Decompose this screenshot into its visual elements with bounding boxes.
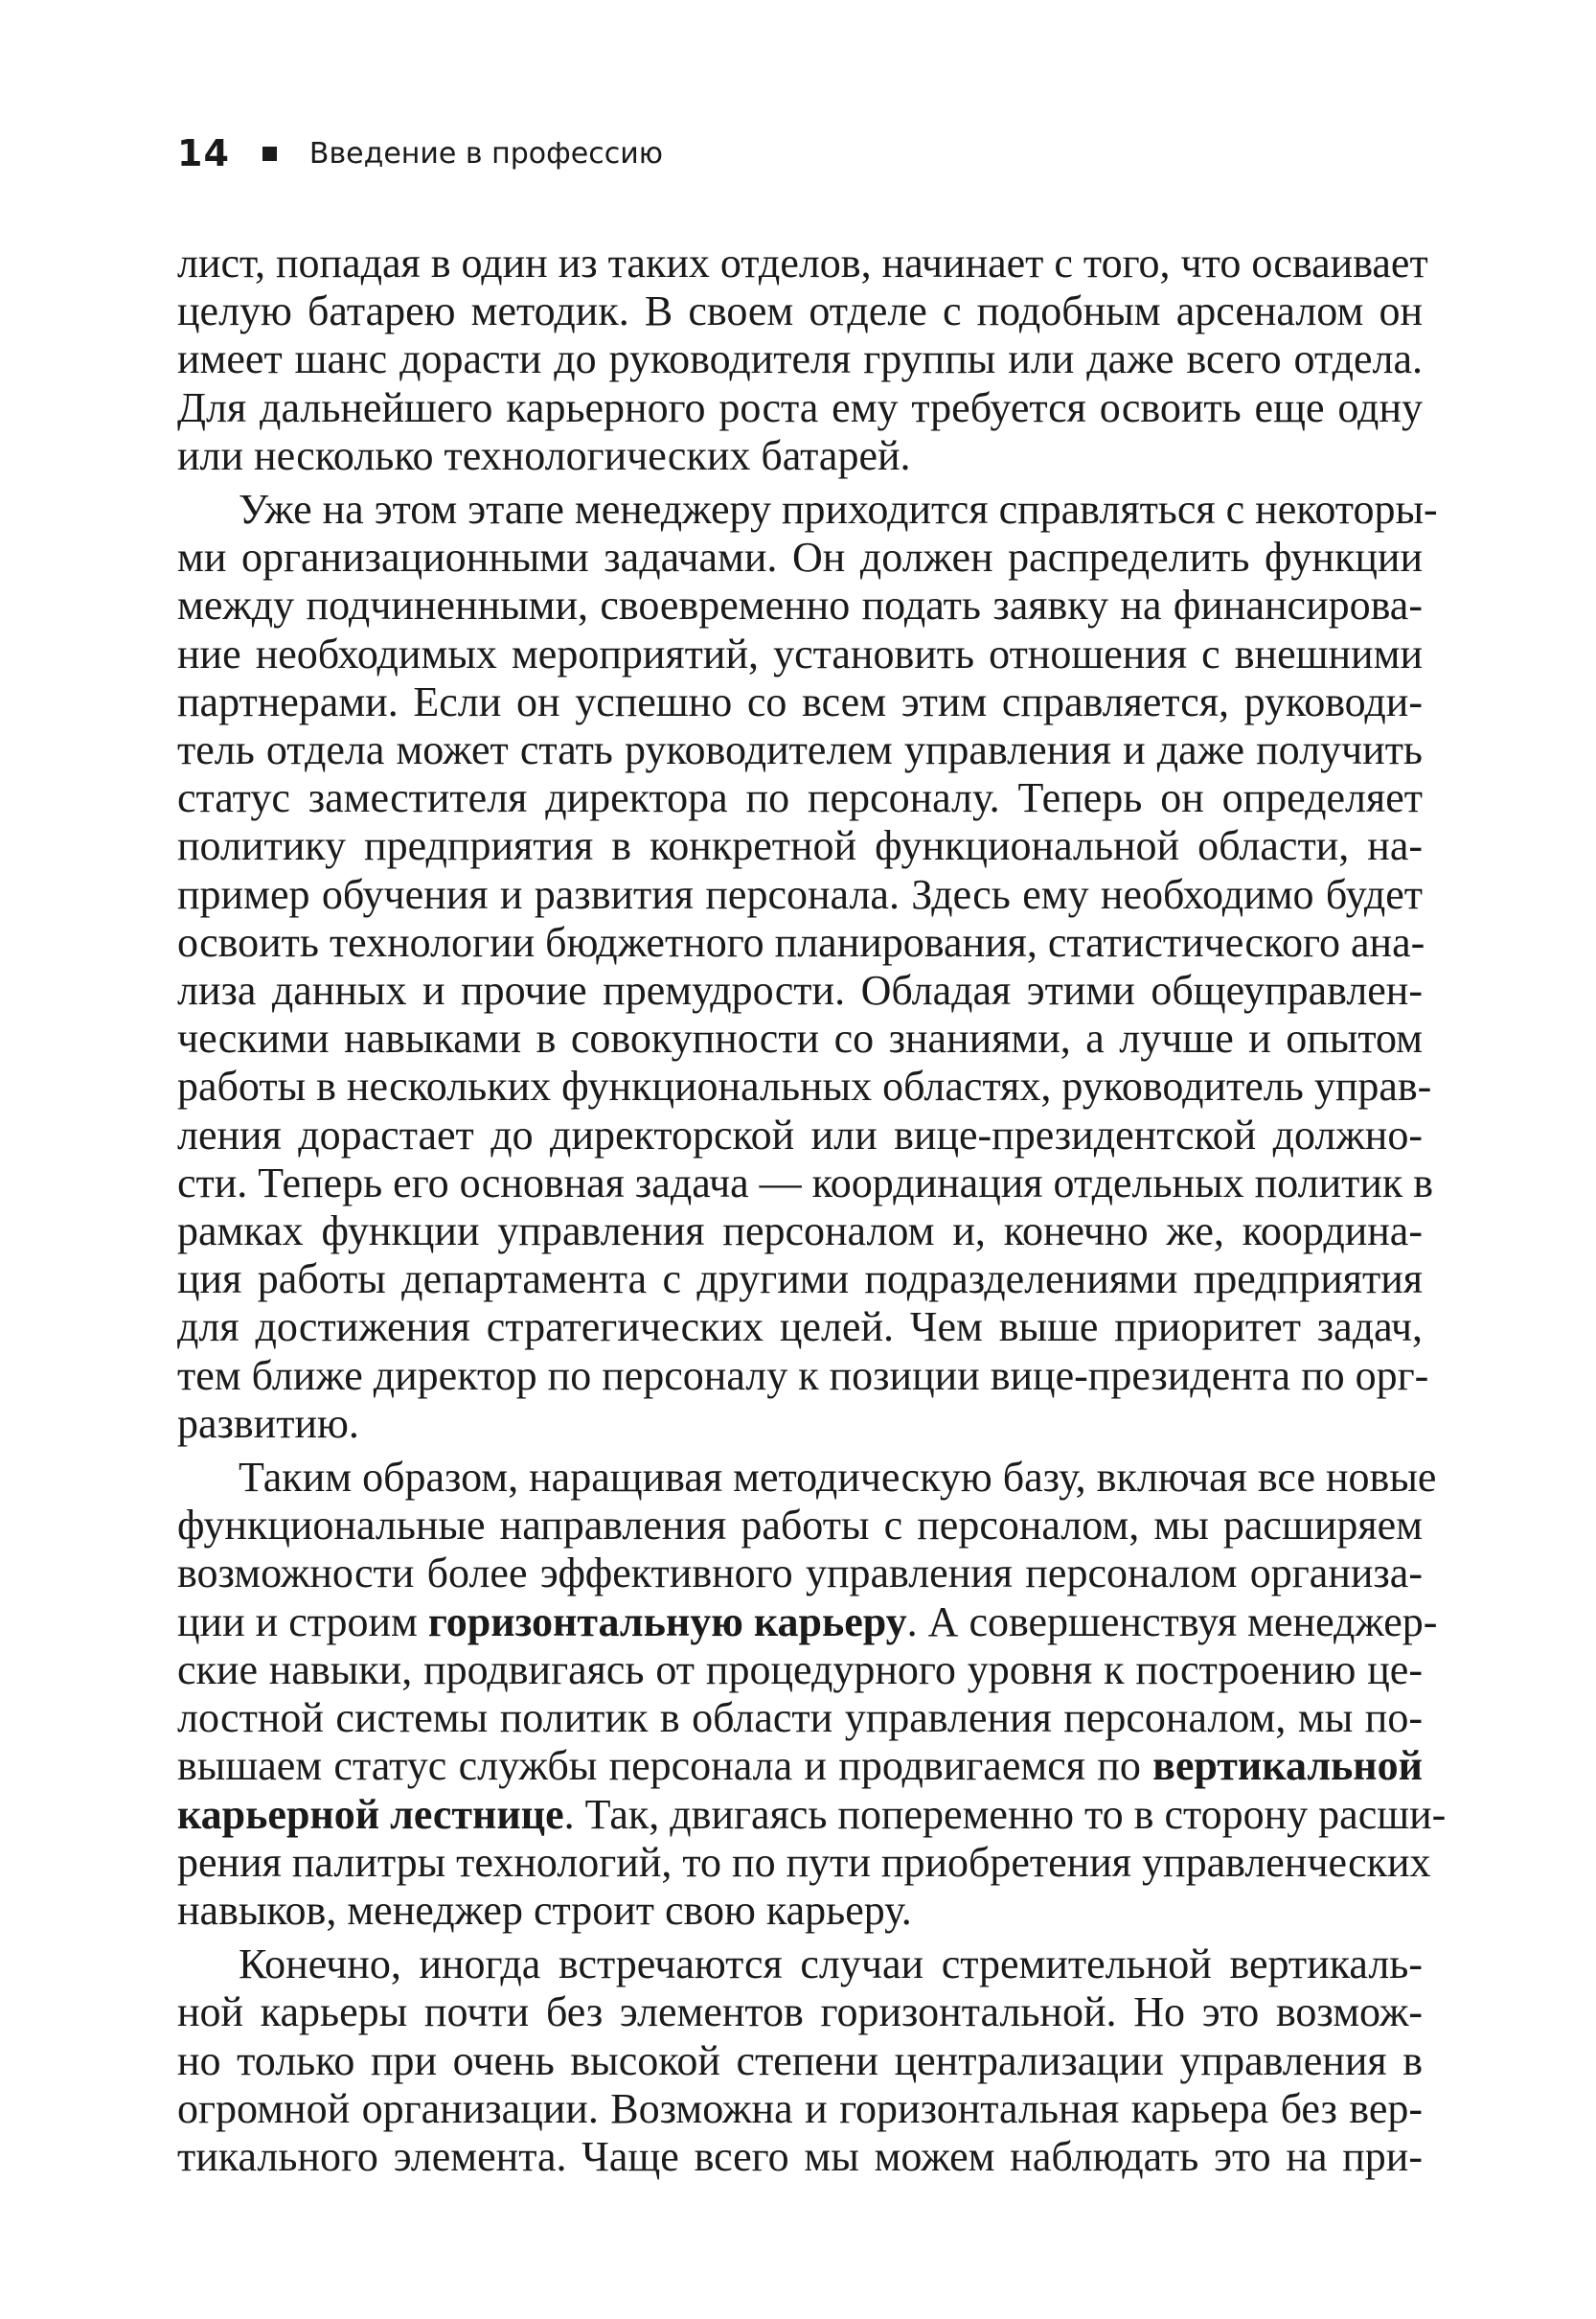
text-line: ной карьеры почти без элементов горизонтальной. Но это возмож- [177, 1988, 1423, 2036]
text-line: имеет шанс дорасти до руководителя группы или даже всего отдела. [177, 335, 1423, 383]
term-career-ladder: карьерной лестнице [177, 1790, 564, 1838]
paragraph-3 [177, 1454, 1447, 1935]
square-bullet-icon [262, 147, 277, 161]
text-line: навыков, менеджер строит свою карьеру. [177, 1886, 912, 1934]
text-line: ция работы департамента с другими подразделениями предприятия [177, 1255, 1423, 1303]
text-line: для достижения стратегических целей. Чем выше приоритет задач, [177, 1303, 1423, 1351]
text-line: функциональные направления работы с персоналом, мы расширяем [177, 1502, 1423, 1550]
text-line: Таким образом, наращивая методическую базу, включая все новые [239, 1454, 1437, 1502]
text-line: тем ближе директор по персоналу к позиции вице-президента по орг- [177, 1351, 1429, 1399]
text-line: ления дорастает до директорской или вице-президентской должно- [177, 1111, 1423, 1159]
text-line: лиза данных и прочие премудрости. Обладая этими общеуправлен- [177, 967, 1423, 1015]
text-line: партнерами. Если он успешно со всем этим справляется, руководи- [177, 677, 1423, 725]
text-line: развитию. [177, 1399, 359, 1447]
text-line: но только при очень высокой степени централизации управления в [177, 2036, 1423, 2084]
paragraph-4 [177, 1940, 1423, 2181]
text-line: или несколько технологических батарей. [177, 431, 911, 479]
text-line: тикального элемента. Чаще всего мы можем наблюдать это на при- [177, 2132, 1423, 2180]
text-line: огромной организации. Возможна и горизонтальная карьера без вер- [177, 2084, 1423, 2132]
text-line: пример обучения и развития персонала. Здесь ему необходимо будет [177, 870, 1423, 918]
term-vertical: вертикальной [1152, 1742, 1423, 1790]
section-title: Введение в профессию [308, 136, 663, 171]
text-line: статус заместителя директора по персоналу. Теперь он определяет [177, 774, 1423, 822]
text-line: лостной системы политик в области управления персоналом, мы по- [177, 1694, 1423, 1742]
text-line: работы в нескольких функциональных областях, руководитель управ- [177, 1063, 1432, 1111]
paragraph-1 [177, 240, 1428, 480]
paragraph-2 [177, 486, 1438, 1448]
page-number: 14 [177, 132, 230, 174]
text-fragment: . Так, двигаясь попеременно то в сторону расши- [563, 1790, 1447, 1838]
text-line [177, 1742, 1423, 1790]
body-text [177, 240, 1447, 2181]
text-line [177, 1790, 1447, 1839]
text-line: лист, попадая в один из таких отделов, начинает с того, что осваивает [177, 240, 1428, 287]
text-line: освоить технологии бюджетного планирования, статистического ана- [177, 918, 1425, 966]
running-head [177, 125, 663, 182]
term-horizontal-career: горизонтальную карьеру [427, 1597, 907, 1645]
text-line: рамках функции управления персоналом и, конечно же, координа- [177, 1207, 1423, 1255]
text-line: сти. Теперь его основная задача — координация отдельных политик в [177, 1159, 1434, 1206]
text-line: целую батарею методик. В своем отделе с подобным арсеналом он [177, 287, 1423, 335]
text-line: Конечно, иногда встречаются случаи стремительной вертикаль- [239, 1940, 1423, 1988]
text-line: тель отдела может стать руководителем управления и даже получить [177, 726, 1423, 774]
text-fragment: вышаем статус службы персонала и продвигаемся по [177, 1742, 1153, 1790]
text-line: между подчиненными, своевременно подать заявку на финансирова- [177, 582, 1423, 630]
text-fragment: ции и строим [177, 1597, 428, 1645]
text-fragment: . А совершенствуя менеджер- [906, 1597, 1438, 1645]
text-line: ние необходимых мероприятий, установить отношения с внешними [177, 630, 1423, 677]
text-line: Для дальнейшего карьерного роста ему требуется освоить еще одну [177, 383, 1423, 431]
text-line: политику предприятия в конкретной функциональной области, на- [177, 822, 1423, 870]
text-line: Уже на этом этапе менеджеру приходится справляться с некоторы- [239, 486, 1438, 534]
text-line: возможности более эффективного управления персоналом организа- [177, 1550, 1423, 1597]
text-line [177, 1597, 1438, 1646]
text-line: ские навыки, продвигаясь от процедурного уровня к построению це- [177, 1645, 1423, 1693]
text-line: ческими навыками в совокупности со знаниями, а лучше и опытом [177, 1015, 1423, 1063]
text-line: рения палитры технологий, то по пути приобретения управленческих [177, 1838, 1431, 1886]
text-line: ми организационными задачами. Он должен распределить функции [177, 534, 1423, 582]
